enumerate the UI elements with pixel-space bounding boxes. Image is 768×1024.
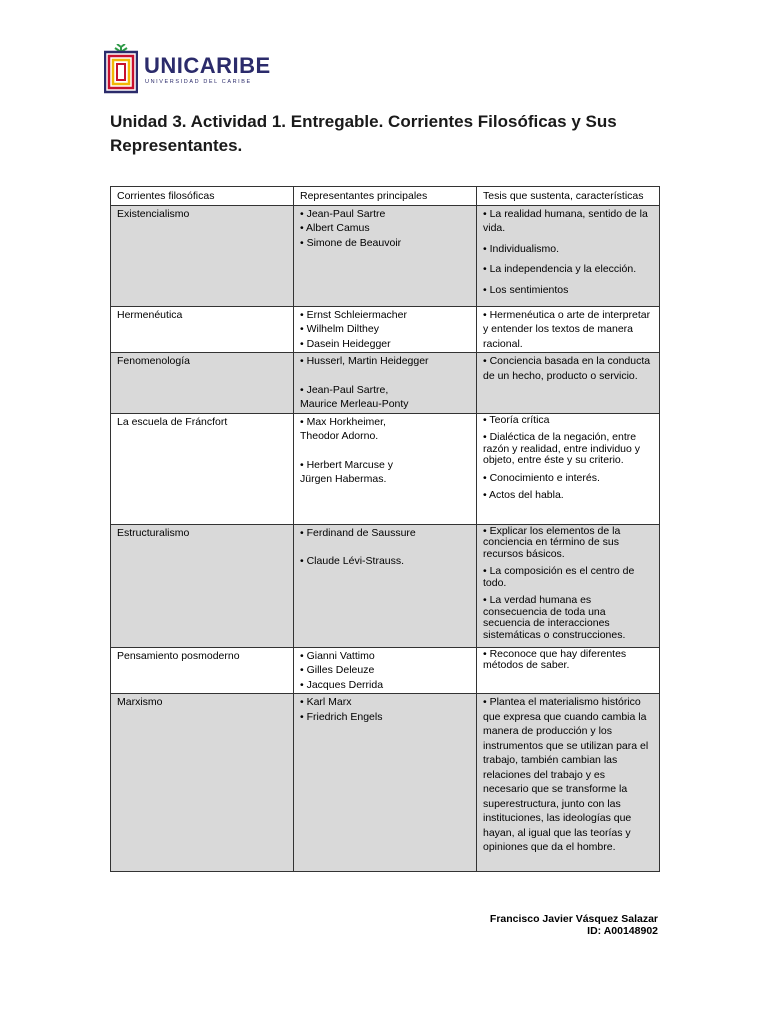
- table-row: [111, 205, 660, 306]
- tesis-cell: [477, 306, 660, 353]
- list-item: • Claude Lévi-Strauss.: [300, 555, 405, 567]
- list-item: • Ernst Schleiermacher: [300, 308, 407, 321]
- representantes-cell: [294, 413, 477, 524]
- list-item: Theodor Adorno.: [300, 430, 379, 442]
- corriente-cell: Estructuralismo: [111, 524, 294, 647]
- list-item: • Ferdinand de Saussure: [300, 526, 416, 539]
- list-item: • Plantea el materialismo histórico que expresa que cuando cambia la manera de producción y los instrumentos que se utilizan para el trabajo, también cambian las relaciones del trabajo y es necesario que se transforme la superestructura, junto con las instituciones, las ideologías que hayan, al igual que las teorías y opiniones que da el hombre.: [483, 696, 649, 853]
- tesis-cell: [477, 413, 660, 524]
- list-item: • Actos del habla.: [483, 489, 564, 501]
- table-row: [111, 647, 660, 694]
- list-item: • Gianni Vattimo: [300, 649, 375, 662]
- representantes-cell: [294, 694, 477, 872]
- list-item: • Husserl, Martin Heidegger: [300, 355, 429, 367]
- corriente-cell: Marxismo: [111, 694, 294, 872]
- representantes-cell: [294, 306, 477, 353]
- list-item: • Simone de Beauvoir: [300, 236, 402, 249]
- list-item: • Explicar los elementos de la conciencia en término de sus recursos básicos.: [483, 524, 621, 560]
- tesis-cell: [477, 694, 660, 872]
- tesis-cell: [477, 647, 660, 694]
- representantes-cell: [294, 353, 477, 414]
- header-corrientes: Corrientes filosóficas: [111, 187, 294, 206]
- list-item: • Albert Camus: [300, 222, 370, 234]
- author-id: ID: A00148902: [587, 925, 658, 937]
- document-title: Unidad 3. Actividad 1. Entregable. Corrientes Filosóficas y Sus Representantes.: [110, 112, 617, 155]
- tesis-cell: [477, 205, 660, 306]
- list-item: • Conciencia basada en la conducta de un hecho, producto o servicio.: [483, 355, 651, 382]
- table-row: [111, 353, 660, 414]
- list-item: • Dialéctica de la negación, entre razón y realidad, entre individuo y objeto, entre éste y su criterio.: [483, 431, 641, 466]
- representantes-cell: [294, 524, 477, 647]
- list-item: • Wilhelm Dilthey: [300, 323, 379, 335]
- tesis-cell: [477, 353, 660, 414]
- table-row: [111, 524, 660, 647]
- list-item: • Herbert Marcuse y: [300, 458, 393, 471]
- corriente-cell: Fenomenología: [111, 353, 294, 414]
- header-tesis: Tesis que sustenta, características: [477, 187, 660, 206]
- list-item: • La composición es el centro de todo.: [483, 565, 635, 589]
- list-item: • Karl Marx: [300, 696, 352, 708]
- representantes-cell: [294, 647, 477, 694]
- tesis-cell: [477, 524, 660, 647]
- unicaribe-logo: [104, 44, 271, 98]
- list-item: • Teoría crítica: [483, 413, 550, 426]
- list-item: Maurice Merleau-Ponty: [300, 398, 409, 410]
- list-item: • Dasein Heidegger: [300, 337, 391, 350]
- logo-name: UNICARIBE: [144, 53, 271, 78]
- table-header-row: [111, 187, 660, 206]
- signature-block: [490, 913, 658, 937]
- header-representantes: Representantes principales: [294, 187, 477, 206]
- table-row: [111, 306, 660, 353]
- list-item: • Reconoce que hay diferentes métodos de saber.: [483, 647, 627, 671]
- list-item: • Individualismo.: [483, 242, 560, 255]
- list-item: • Jacques Derrida: [300, 678, 384, 691]
- unicaribe-logo-mark-icon: [104, 44, 138, 94]
- list-item: Jürgen Habermas.: [300, 473, 387, 485]
- corriente-cell: Pensamiento posmoderno: [111, 647, 294, 694]
- philosophy-table: [110, 186, 660, 872]
- list-item: • Jean-Paul Sartre,: [300, 383, 389, 396]
- list-item: • Conocimiento e interés.: [483, 471, 600, 484]
- table-row: [111, 413, 660, 524]
- logo-subtitle: UNIVERSIDAD DEL CARIBE: [145, 79, 252, 85]
- list-item: • Jean-Paul Sartre: [300, 207, 386, 220]
- corriente-cell: La escuela de Fráncfort: [111, 413, 294, 524]
- list-item: • Los sentimientos: [483, 283, 569, 296]
- table-row: [111, 694, 660, 872]
- corriente-cell: Existencialismo: [111, 205, 294, 306]
- list-item: • Gilles Deleuze: [300, 664, 375, 676]
- corriente-cell: Hermenéutica: [111, 306, 294, 353]
- list-item: • Max Horkheimer,: [300, 415, 386, 428]
- list-item: • Friedrich Engels: [300, 710, 383, 723]
- author-name: Francisco Javier Vásquez Salazar: [489, 913, 658, 925]
- list-item: • Hermenéutica o arte de interpretar y entender los textos de manera racional.: [483, 308, 651, 350]
- list-item: • La verdad humana es consecuencia de toda una secuencia de interacciones sistemáticas o construcciones.: [483, 594, 626, 641]
- representantes-cell: [294, 205, 477, 306]
- list-item: • La realidad humana, sentido de la vida.: [483, 207, 648, 234]
- list-item: • La independencia y la elección.: [483, 263, 637, 275]
